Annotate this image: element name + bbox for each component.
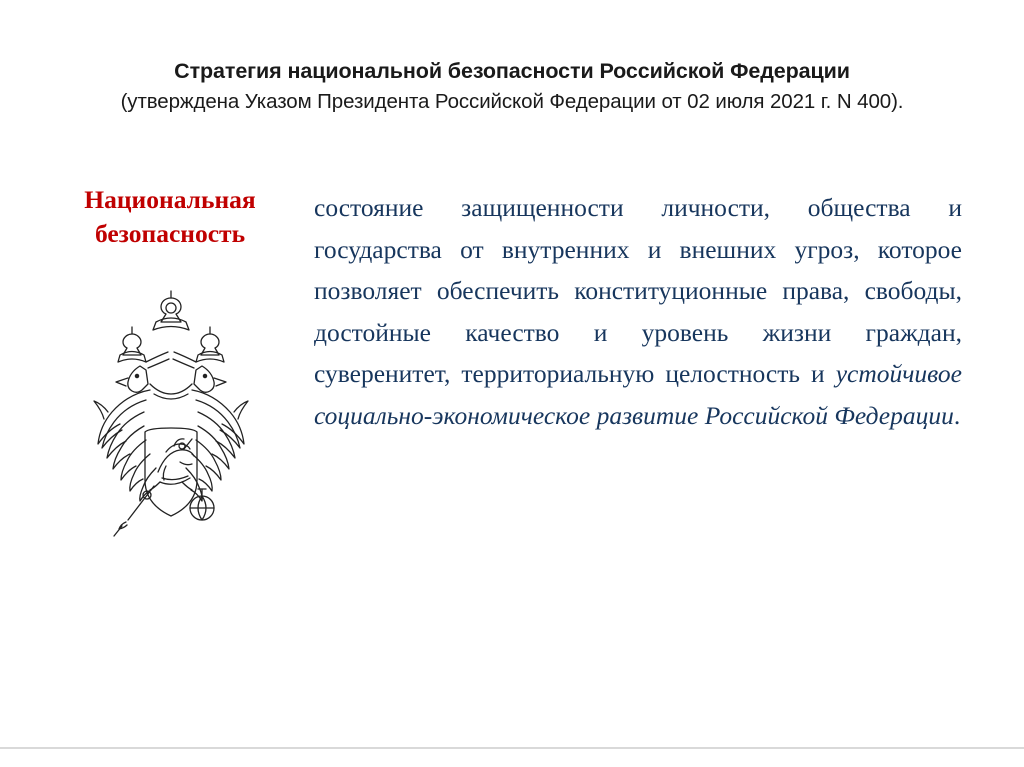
title-line-secondary: (утверждена Указом Президента Российской Федерации от 02 июля 2021 г. N 400).	[120, 90, 904, 113]
term-label-line-2: безопасность	[94, 219, 246, 248]
term-label-line-1: Национальная	[84, 185, 256, 214]
slide-title	[112, 56, 912, 117]
definition-part-2-italic: устойчивое социально-экономическое развитие Российской Федерации	[314, 359, 962, 430]
russian-coat-of-arms-icon	[62, 286, 280, 562]
definition-paragraph	[314, 187, 962, 436]
definition-part-1: состояние защищенности личности, общества и государства от внутренних и внешних угроз, которое позволяет обеспечить конституционные права, свободы, достойные качество и уровень жизни граждан, суверенитет, территориальную целостность и	[314, 193, 962, 388]
definition-part-3: .	[953, 400, 961, 430]
bottom-divider	[0, 747, 1024, 749]
title-line-primary: Стратегия национальной безопасности Российской Федерации	[174, 59, 850, 83]
term-label	[44, 183, 296, 251]
definition-text	[314, 187, 962, 436]
